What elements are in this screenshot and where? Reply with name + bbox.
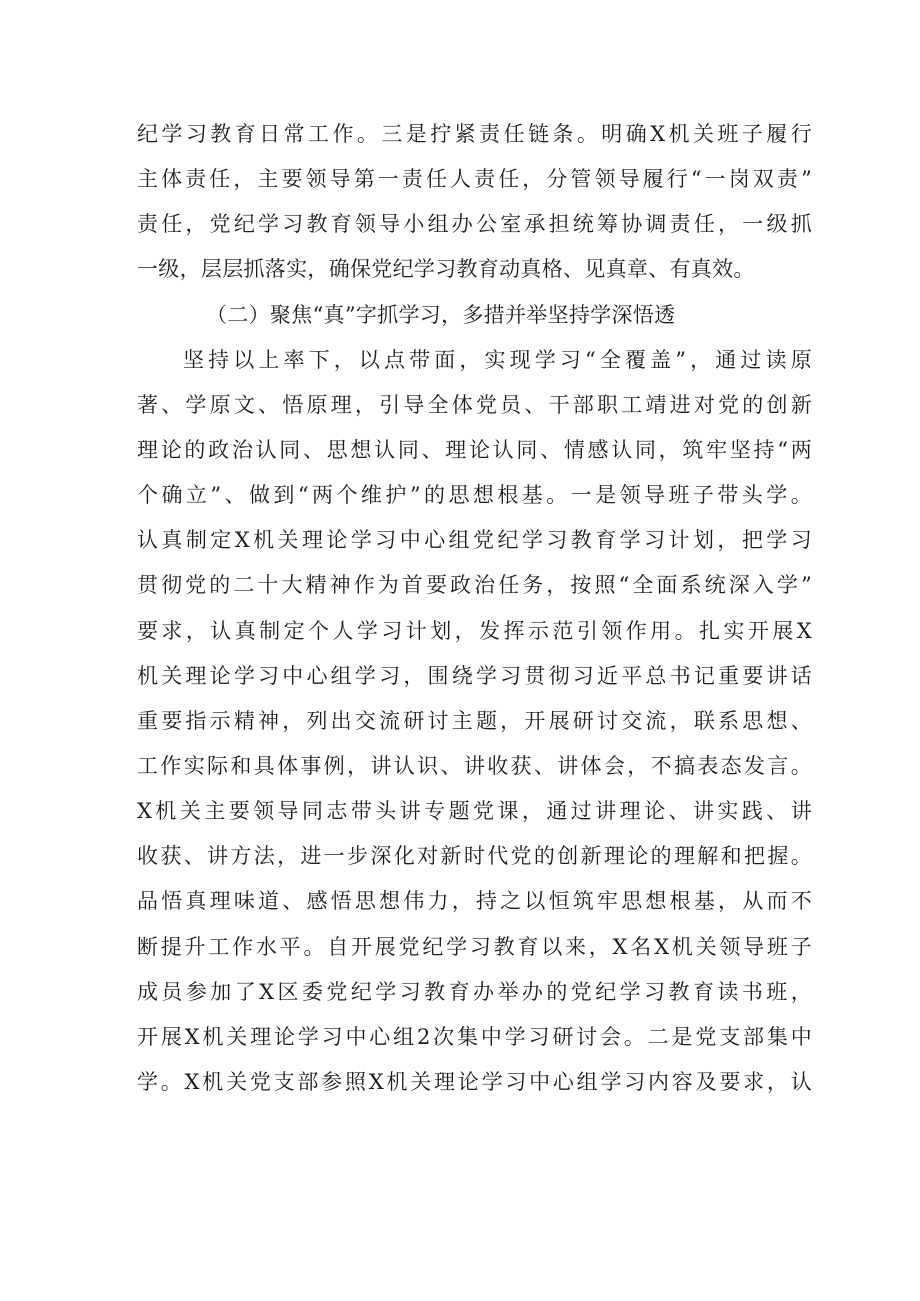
body-text bbox=[137, 112, 812, 1105]
text-line: 一级，层层抓落实，确保党纪学习教育动真格、见真章、有真效。 bbox=[137, 257, 755, 282]
section-heading: （二）聚焦“真”字抓学习，多措并举坚持学深悟透 bbox=[206, 302, 676, 327]
text-line: 品悟真理味道、感悟思想伟力，持之以恒筑牢思想根基，从而不 bbox=[137, 889, 812, 914]
text-line: 收获、讲方法，进一步深化对新时代党的创新理论的理解和把握。 bbox=[137, 844, 812, 869]
text-line: 开展X机关理论学习中心组2次集中学习研讨会。二是党支部集中 bbox=[137, 1024, 812, 1049]
text-line: 认真制定X机关理论学习中心组党纪学习教育学习计划，把学习 bbox=[137, 528, 812, 553]
text-line: 断提升工作水平。自开展党纪学习教育以来，X名X机关领导班子 bbox=[137, 934, 812, 959]
text-line: 理论的政治认同、思想认同、理论认同、情感认同，筑牢坚持“两 bbox=[137, 437, 812, 462]
text-line: 个确立”、做到“两个维护”的思想根基。一是领导班子带头学。 bbox=[137, 483, 812, 508]
text-line: 重要指示精神，列出交流研讨主题，开展研讨交流，联系思想、 bbox=[137, 708, 812, 733]
text-line: 贯彻党的二十大精神作为首要政治任务，按照“全面系统深入学” bbox=[137, 573, 812, 598]
text-line: 要求，认真制定个人学习计划，发挥示范引领作用。扎实开展X bbox=[137, 618, 812, 643]
text-line: 学。X机关党支部参照X机关理论学习中心组学习内容及要求，认 bbox=[137, 1069, 812, 1094]
text-line: 纪学习教育日常工作。三是拧紧责任链条。明确X机关班子履行 bbox=[137, 122, 812, 146]
text-line: 机关理论学习中心组学习，围绕学习贯彻习近平总书记重要讲话 bbox=[137, 663, 812, 688]
text-line: 成员参加了X区委党纪学习教育办举办的党纪学习教育读书班， bbox=[137, 979, 812, 1004]
text-line: 著、学原文、悟原理，引导全体党员、干部职工靖进对党的创新 bbox=[137, 392, 812, 417]
text-line: 责任，党纪学习教育领导小组办公室承担统筹协调责任，一级抓 bbox=[137, 212, 812, 237]
text-line: 主体责任，主要领导第一责任人责任，分管领导履行“一岗双责” bbox=[137, 167, 812, 192]
text-line: X机关主要领导同志带头讲专题党课，通过讲理论、讲实践、讲 bbox=[137, 799, 812, 824]
text-line: 坚持以上率下，以点带面，实现学习“全覆盖”，通过读原 bbox=[183, 347, 812, 372]
text-line: 工作实际和具体事例，讲认识、讲收获、讲体会，不搞表态发言。 bbox=[137, 753, 812, 778]
